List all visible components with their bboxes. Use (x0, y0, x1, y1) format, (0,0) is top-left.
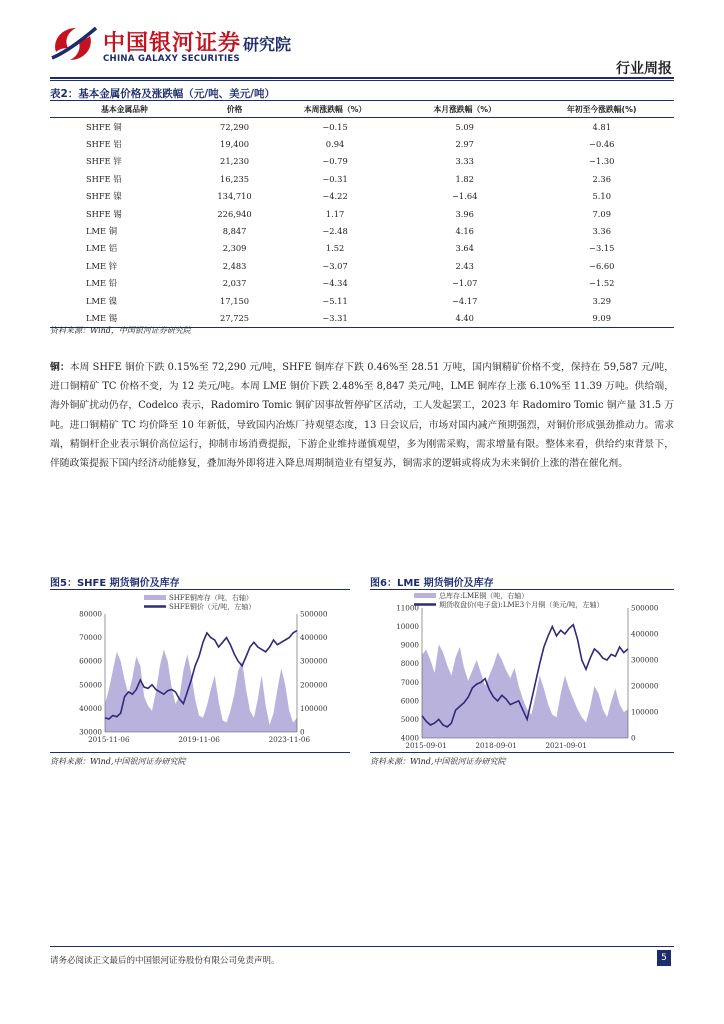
left-tick-label: 60000 (79, 656, 102, 666)
header-divider-thin (50, 80, 674, 81)
table-row (50, 222, 674, 239)
paragraph-text: 本周 SHFE 铜价下跌 0.15%至 72,290 元/吨，SHFE 铜库存下跌 0.46%至 28.51 万吨，国内铜精矿价格不变，保持在 59,587 元/吨，进口铜精矿 TC 价格不变，为 12 美元/吨。本周 LME 铜价下跌 2.48%至 8,847 美元/吨，LME 铜库存上涨 6.10%至 11.39 万吨。供给端，海外铜矿扰动仍存，Codelco 表示，Radomiro Tomic 铜矿因事故暂停矿区活动，工人发起罢工，2023 年 Radomiro Tomic 铜产量 31.5 万吨。进口铜精矿 TC 均价降至 10 年新低，导致国内冶炼厂持观望态度，13 日会议后，市场对国内减产预期强烈，对铜价形成强劲推动力。需求端，精铜杆企业表示铜价高位运行，抑制市场消费提振，下游企业维持谨慎观望，多为刚需采购，需求增量有限。整体来看，供给约束背景下，伴随政策提振下国内经济动能修复，叠加海外即将进入降息周期制造业有望复苏，铜需求的逻辑或将成为未来铜价上涨的潜在催化剂。 (50, 362, 674, 470)
table-cell: −0.15 (322, 121, 348, 132)
figure6-source: 资料来源：Wind,中国银河证券研究院 (370, 757, 506, 766)
table-cell: 134,710 (217, 191, 252, 202)
x-tick-label: 2015-11-06 (88, 735, 130, 744)
right-tick-label: 300000 (300, 656, 328, 666)
table-cell: 3.33 (455, 156, 474, 167)
metal-name-cell: LME 铜 (86, 226, 117, 237)
table-cell: −4.34 (322, 278, 348, 289)
table-cell: 4.81 (592, 121, 611, 132)
right-tick-label: 0 (631, 733, 636, 743)
table-cell: 1.82 (455, 173, 474, 184)
table-cell: −4.22 (322, 191, 348, 202)
left-tick-label: 30000 (79, 727, 102, 737)
left-tick-label: 9000 (400, 640, 419, 650)
table-cell: 2.97 (455, 139, 474, 150)
company-name-en: CHINA GALAXY SECURITIES (103, 54, 240, 64)
right-tick-label: 200000 (631, 681, 659, 691)
table-cell: 1.17 (325, 208, 345, 219)
left-tick-label: 4000 (400, 733, 419, 743)
table-cell: −3.31 (270, 309, 400, 327)
table-header-cell: 价格 (199, 101, 270, 118)
metal-name-cell: LME 镍 (86, 295, 117, 306)
legend-swatch-stock (144, 595, 166, 600)
table-cell: 2,037 (222, 278, 247, 289)
stock-area-series (105, 649, 297, 732)
left-tick-label: 8000 (400, 659, 419, 669)
copper-analysis-paragraph (50, 358, 674, 473)
table-cell: 27,725 (199, 309, 270, 327)
table-cell: −1.64 (451, 191, 478, 202)
left-tick-label: 5000 (400, 714, 419, 724)
table-header-cell: 年初至今涨跌幅(%) (530, 101, 675, 118)
stock-area-series (422, 644, 628, 738)
report-type: 行业周报 (616, 61, 672, 77)
table-row (50, 240, 674, 257)
right-tick-label: 400000 (631, 629, 659, 639)
table-cell: −6.60 (589, 260, 615, 271)
table-cell: −3.15 (589, 243, 615, 254)
table-cell: −1.07 (451, 278, 478, 289)
company-name-cn: 中国银河证券 (103, 31, 242, 56)
table-cell: 2,483 (222, 260, 247, 271)
table-cell: −1.30 (589, 156, 615, 167)
table-cell: 3.29 (592, 295, 611, 306)
table-cell: 3.64 (455, 243, 474, 254)
metal-name-cell: SHFE 铅 (86, 173, 122, 184)
left-tick-label: 10000 (396, 622, 419, 632)
galaxy-logo-icon (48, 22, 98, 66)
table-cell: −0.46 (589, 139, 615, 150)
left-tick-label: 40000 (79, 703, 102, 713)
figure6-caption: 图6：LME 期货铜价及库存 (370, 578, 494, 589)
department-name: 研究院 (243, 35, 292, 54)
table-cell: −4.17 (451, 295, 478, 306)
paragraph-lead: 铜： (50, 362, 70, 373)
table-cell: 2,309 (222, 243, 247, 254)
metal-name-cell: SHFE 锌 (86, 156, 122, 167)
figure5-caption: 图5：SHFE 期货铜价及库存 (50, 578, 180, 589)
x-tick-label: 2019-11-06 (178, 735, 220, 744)
left-tick-label: 80000 (79, 609, 102, 619)
table-row (50, 153, 674, 170)
left-tick-label: 6000 (400, 696, 419, 706)
x-tick-label: 2023-11-06 (268, 735, 311, 744)
legend-label: SHFE铜价（元/吨，左轴） (169, 603, 256, 611)
legend-swatch-stock (414, 593, 436, 598)
right-tick-label: 0 (300, 727, 305, 737)
table-header-cell: 本月涨跌幅（%） (400, 101, 530, 118)
table-source: 资料来源：Wind，中国银河证券研究院 (50, 326, 191, 335)
table-cell: 0.94 (325, 139, 345, 150)
metal-name-cell: LME 锌 (86, 260, 117, 271)
table-cell: 2.43 (455, 260, 474, 271)
table-cell: 17,150 (220, 295, 250, 306)
right-tick-label: 100000 (300, 703, 328, 713)
metal-name-cell: LME 锡 (50, 309, 199, 327)
table-cell: −2.48 (322, 226, 348, 237)
table-cell: −0.31 (322, 173, 348, 184)
right-tick-label: 500000 (631, 603, 659, 613)
table-cell: −1.52 (589, 278, 615, 289)
table-cell: 226,940 (217, 208, 252, 219)
table-row (50, 257, 674, 274)
table-cell: 3.96 (455, 208, 474, 219)
figure5-source: 资料来源：Wind,中国银河证券研究院 (50, 757, 186, 766)
table-cell: 3.36 (592, 226, 611, 237)
figure6-chart (370, 590, 674, 748)
table-cell: 8,847 (222, 226, 247, 237)
header-divider (50, 77, 674, 79)
right-tick-label: 400000 (300, 633, 328, 643)
table-cell: 5.10 (592, 191, 611, 202)
page-number: 5 (657, 950, 671, 966)
legend-label: 期货收盘价(电子盘):LME3个月铜（美元/吨，左轴） (439, 601, 604, 609)
figure5-chart (50, 590, 350, 748)
table-cell: 4.40 (400, 309, 530, 327)
table-cell: −3.07 (322, 260, 348, 271)
table-body (50, 118, 674, 328)
table-header-cell: 本周涨跌幅（%） (270, 101, 400, 118)
left-tick-label: 50000 (79, 680, 102, 690)
table-cell: 5.09 (455, 121, 474, 132)
x-tick-label: 2015-09-01 (405, 741, 447, 748)
left-tick-label: 7000 (400, 677, 419, 687)
metal-name-cell: SHFE 镍 (86, 191, 122, 202)
table-row (50, 292, 674, 309)
metal-price-table (50, 100, 674, 328)
footer-divider (50, 946, 674, 947)
table-cell: 2.36 (592, 173, 611, 184)
table-cell: 72,290 (220, 121, 250, 132)
table-cell: −5.11 (322, 295, 348, 306)
table-header-row (50, 101, 674, 118)
table-cell: 16,235 (220, 173, 250, 184)
table-cell: 21,230 (220, 156, 250, 167)
metal-name-cell: SHFE 锡 (86, 208, 122, 219)
table-cell: 1.52 (325, 243, 345, 254)
table-row (50, 135, 674, 152)
table-row (50, 118, 674, 136)
right-tick-label: 100000 (631, 707, 659, 717)
left-tick-label: 70000 (79, 633, 102, 643)
table-cell: 4.16 (455, 226, 474, 237)
metal-name-cell: SHFE 铜 (86, 121, 122, 132)
table-cell: 7.09 (592, 208, 611, 219)
right-tick-label: 500000 (300, 609, 328, 619)
metal-name-cell: LME 铅 (86, 278, 117, 289)
table-cell: 9.09 (530, 309, 675, 327)
right-tick-label: 300000 (631, 655, 659, 665)
metal-name-cell: LME 铝 (86, 243, 117, 254)
footer-disclaimer: 请务必阅读正文最后的中国银河证券股份有限公司免责声明。 (50, 956, 280, 966)
legend-label: 总库存:LME铜（吨，右轴） (439, 592, 529, 600)
left-tick-label: 11000 (396, 603, 419, 613)
x-tick-label: 2018-09-01 (475, 741, 517, 748)
table-header-cell: 基本金属品种 (50, 101, 199, 118)
table-row (50, 205, 674, 222)
table-cell: 19,400 (220, 139, 250, 150)
table-row (50, 170, 674, 187)
figure6-bottom-rule (370, 752, 674, 753)
table-cell: −0.79 (322, 156, 348, 167)
right-tick-label: 200000 (300, 680, 328, 690)
metal-name-cell: SHFE 铝 (86, 139, 122, 150)
table-title: 表2：基本金属价格及涨跌幅（元/吨、美元/吨） (50, 88, 275, 100)
figure5-bottom-rule (50, 752, 350, 753)
table-row (50, 275, 674, 292)
table-row (50, 188, 674, 205)
x-tick-label: 2021-09-01 (545, 741, 587, 748)
legend-label: SHFE铜库存（吨，右轴） (169, 594, 253, 602)
